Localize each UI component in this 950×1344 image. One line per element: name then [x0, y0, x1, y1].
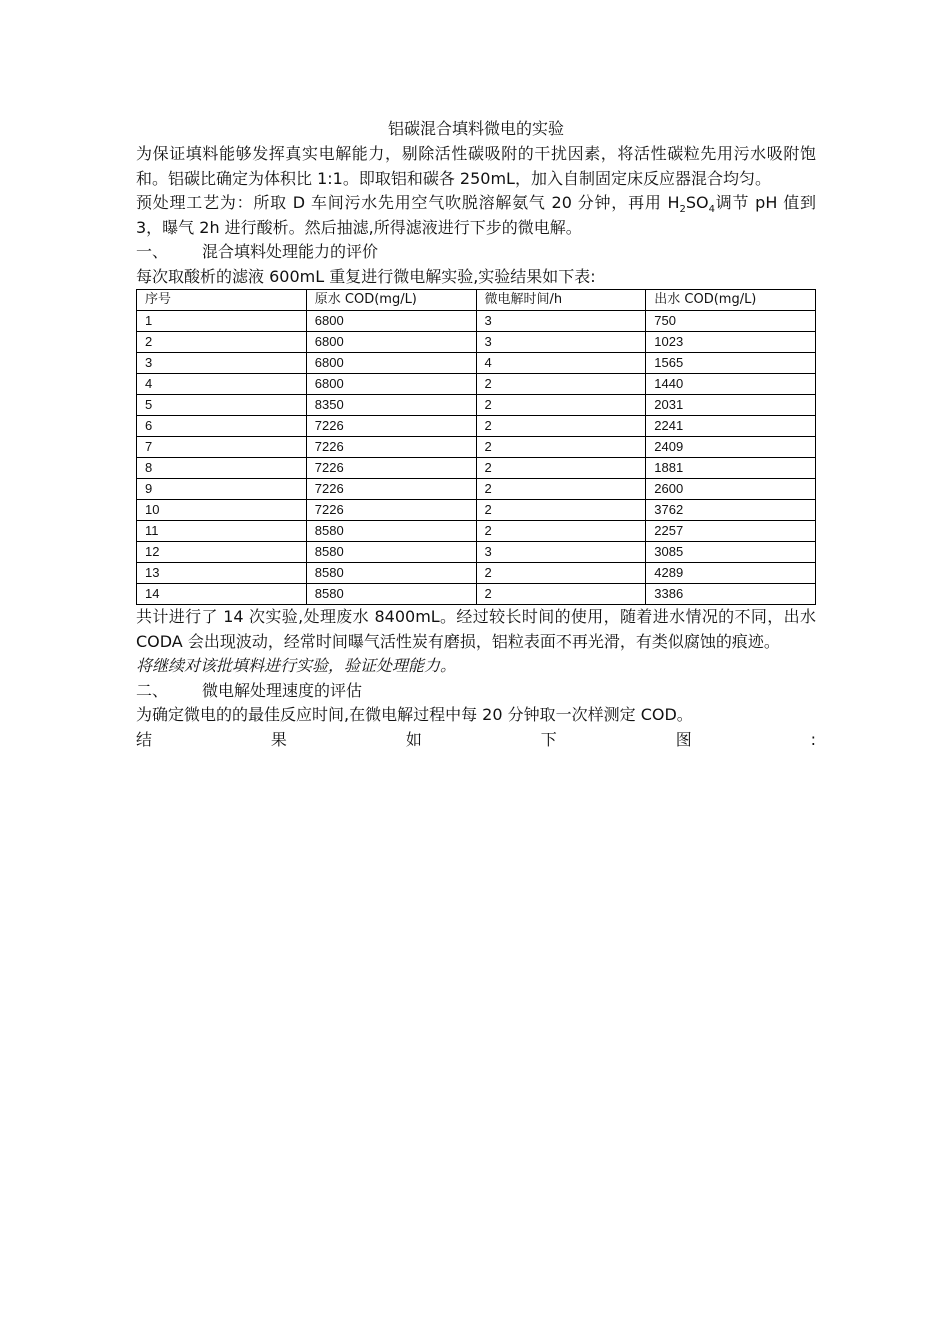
table-row	[137, 437, 816, 458]
cell-raw-cod: 7226	[306, 416, 476, 437]
header-cell-index: 序号	[137, 290, 307, 311]
cell-raw-cod: 8580	[306, 521, 476, 542]
cell-index: 3	[137, 353, 307, 374]
table-row	[137, 563, 816, 584]
cell-raw-cod: 8580	[306, 563, 476, 584]
pretreatment-text-before: 预处理工艺为：所取 D 车间污水先用空气吹脱溶解氨气 20 分钟，再用 H	[136, 193, 680, 212]
table-row	[137, 311, 816, 332]
section-number-2: 二、	[136, 680, 169, 700]
table-row	[137, 395, 816, 416]
cell-raw-cod: 8580	[306, 584, 476, 605]
header-cell-time: 微电解时间/h	[476, 290, 646, 311]
cell-out-cod: 1881	[646, 458, 816, 479]
cell-time: 2	[476, 500, 646, 521]
cell-out-cod: 1023	[646, 332, 816, 353]
cell-raw-cod: 7226	[306, 437, 476, 458]
cell-raw-cod: 6800	[306, 374, 476, 395]
document-page	[136, 116, 816, 752]
caption-char: :	[810, 729, 816, 749]
cell-out-cod: 2600	[646, 479, 816, 500]
cell-index: 5	[137, 395, 307, 416]
cell-time: 2	[476, 437, 646, 458]
cell-index: 7	[137, 437, 307, 458]
cell-raw-cod: 7226	[306, 500, 476, 521]
cell-index: 2	[137, 332, 307, 353]
subscript-2: 2	[679, 204, 686, 216]
table-row	[137, 479, 816, 500]
cell-time: 2	[476, 416, 646, 437]
cell-raw-cod: 8580	[306, 542, 476, 563]
summary-paragraph: 共计进行了 14 次实验,处理废水 8400mL。经过较长时间的使用，随着进水情况的不同，出水 CODA 会出现波动，经常时间曝气活性炭有磨损，铝粒表面不再光滑，有类似腐蚀的痕迹。	[136, 607, 816, 651]
cell-out-cod: 2241	[646, 416, 816, 437]
table-row	[137, 332, 816, 353]
caption-char: 结	[136, 729, 153, 749]
cell-time: 3	[476, 332, 646, 353]
cell-time: 2	[476, 563, 646, 584]
cell-index: 14	[137, 584, 307, 605]
table-row	[137, 458, 816, 479]
cell-index: 4	[137, 374, 307, 395]
cell-out-cod: 1440	[646, 374, 816, 395]
cell-raw-cod: 7226	[306, 479, 476, 500]
caption-char: 如	[405, 729, 422, 749]
pretreatment-text-after: 调节 pH 值到 3，曝气 2h 进行酸析。然后抽滤,所得滤液进行下步的微电解。	[136, 193, 816, 237]
cell-index: 8	[137, 458, 307, 479]
cell-out-cod: 3762	[646, 500, 816, 521]
cell-out-cod: 750	[646, 311, 816, 332]
table-row	[137, 542, 816, 563]
cell-raw-cod: 6800	[306, 311, 476, 332]
pretreatment-paragraph	[136, 191, 816, 240]
table-row	[137, 416, 816, 437]
cell-index: 13	[137, 563, 307, 584]
intro-paragraph: 为保证填料能够发挥真实电解能力，剔除活性碳吸附的干扰因素，将活性碳粒先用污水吸附饱和。铝碳比确定为体积比 1:1。即取铝和碳各 250mL，加入自制固定床反应器混合均匀。	[136, 144, 816, 188]
sampling-paragraph: 为确定微电的的最佳反应时间,在微电解过程中每 20 分钟取一次样测定 COD。	[136, 705, 693, 724]
cell-time: 2	[476, 458, 646, 479]
subscript-4: 4	[708, 204, 715, 216]
cell-out-cod: 2409	[646, 437, 816, 458]
caption-char: 图	[675, 729, 692, 749]
pretreatment-text-so: SO	[685, 193, 709, 212]
header-cell-out-cod: 出水 COD(mg/L)	[646, 290, 816, 311]
caption-char: 果	[270, 729, 287, 749]
cell-out-cod: 2031	[646, 395, 816, 416]
cell-time: 2	[476, 395, 646, 416]
cell-raw-cod: 6800	[306, 353, 476, 374]
cell-out-cod: 1565	[646, 353, 816, 374]
cell-out-cod: 3386	[646, 584, 816, 605]
cell-time: 3	[476, 542, 646, 563]
cell-index: 9	[137, 479, 307, 500]
followup-note: 将继续对该批填料进行实验，验证处理能力。	[136, 656, 457, 675]
table-body	[137, 311, 816, 605]
section-title-1: 混合填料处理能力的评价	[202, 242, 379, 261]
document-title: 铝碳混合填料微电的实验	[387, 119, 564, 138]
cell-time: 4	[476, 353, 646, 374]
cell-time: 3	[476, 311, 646, 332]
section-heading-1	[136, 240, 816, 265]
cell-time: 2	[476, 521, 646, 542]
cell-index: 1	[137, 311, 307, 332]
cell-time: 2	[476, 584, 646, 605]
cell-time: 2	[476, 374, 646, 395]
cell-index: 11	[137, 521, 307, 542]
table-row	[137, 374, 816, 395]
cell-out-cod: 3085	[646, 542, 816, 563]
cell-index: 6	[137, 416, 307, 437]
section-heading-2	[136, 679, 816, 704]
section-number-1: 一、	[136, 242, 169, 261]
table-row	[137, 521, 816, 542]
cell-raw-cod: 8350	[306, 395, 476, 416]
table-row	[137, 500, 816, 521]
cell-out-cod: 2257	[646, 521, 816, 542]
cell-out-cod: 4289	[646, 563, 816, 584]
table-row	[137, 353, 816, 374]
cell-raw-cod: 7226	[306, 458, 476, 479]
cell-index: 10	[137, 500, 307, 521]
table-row	[137, 584, 816, 605]
header-cell-raw-cod: 原水 COD(mg/L)	[306, 290, 476, 311]
table-intro-paragraph: 每次取酸析的滤液 600mL 重复进行微电解实验,实验结果如下表:	[136, 266, 596, 286]
cell-raw-cod: 6800	[306, 332, 476, 353]
caption-char: 下	[540, 729, 557, 749]
result-caption-line	[136, 728, 816, 753]
cell-index: 12	[137, 542, 307, 563]
results-table	[136, 289, 816, 605]
section-title-2: 微电解处理速度的评估	[202, 680, 363, 700]
cell-time: 2	[476, 479, 646, 500]
table-header-row	[137, 290, 816, 311]
